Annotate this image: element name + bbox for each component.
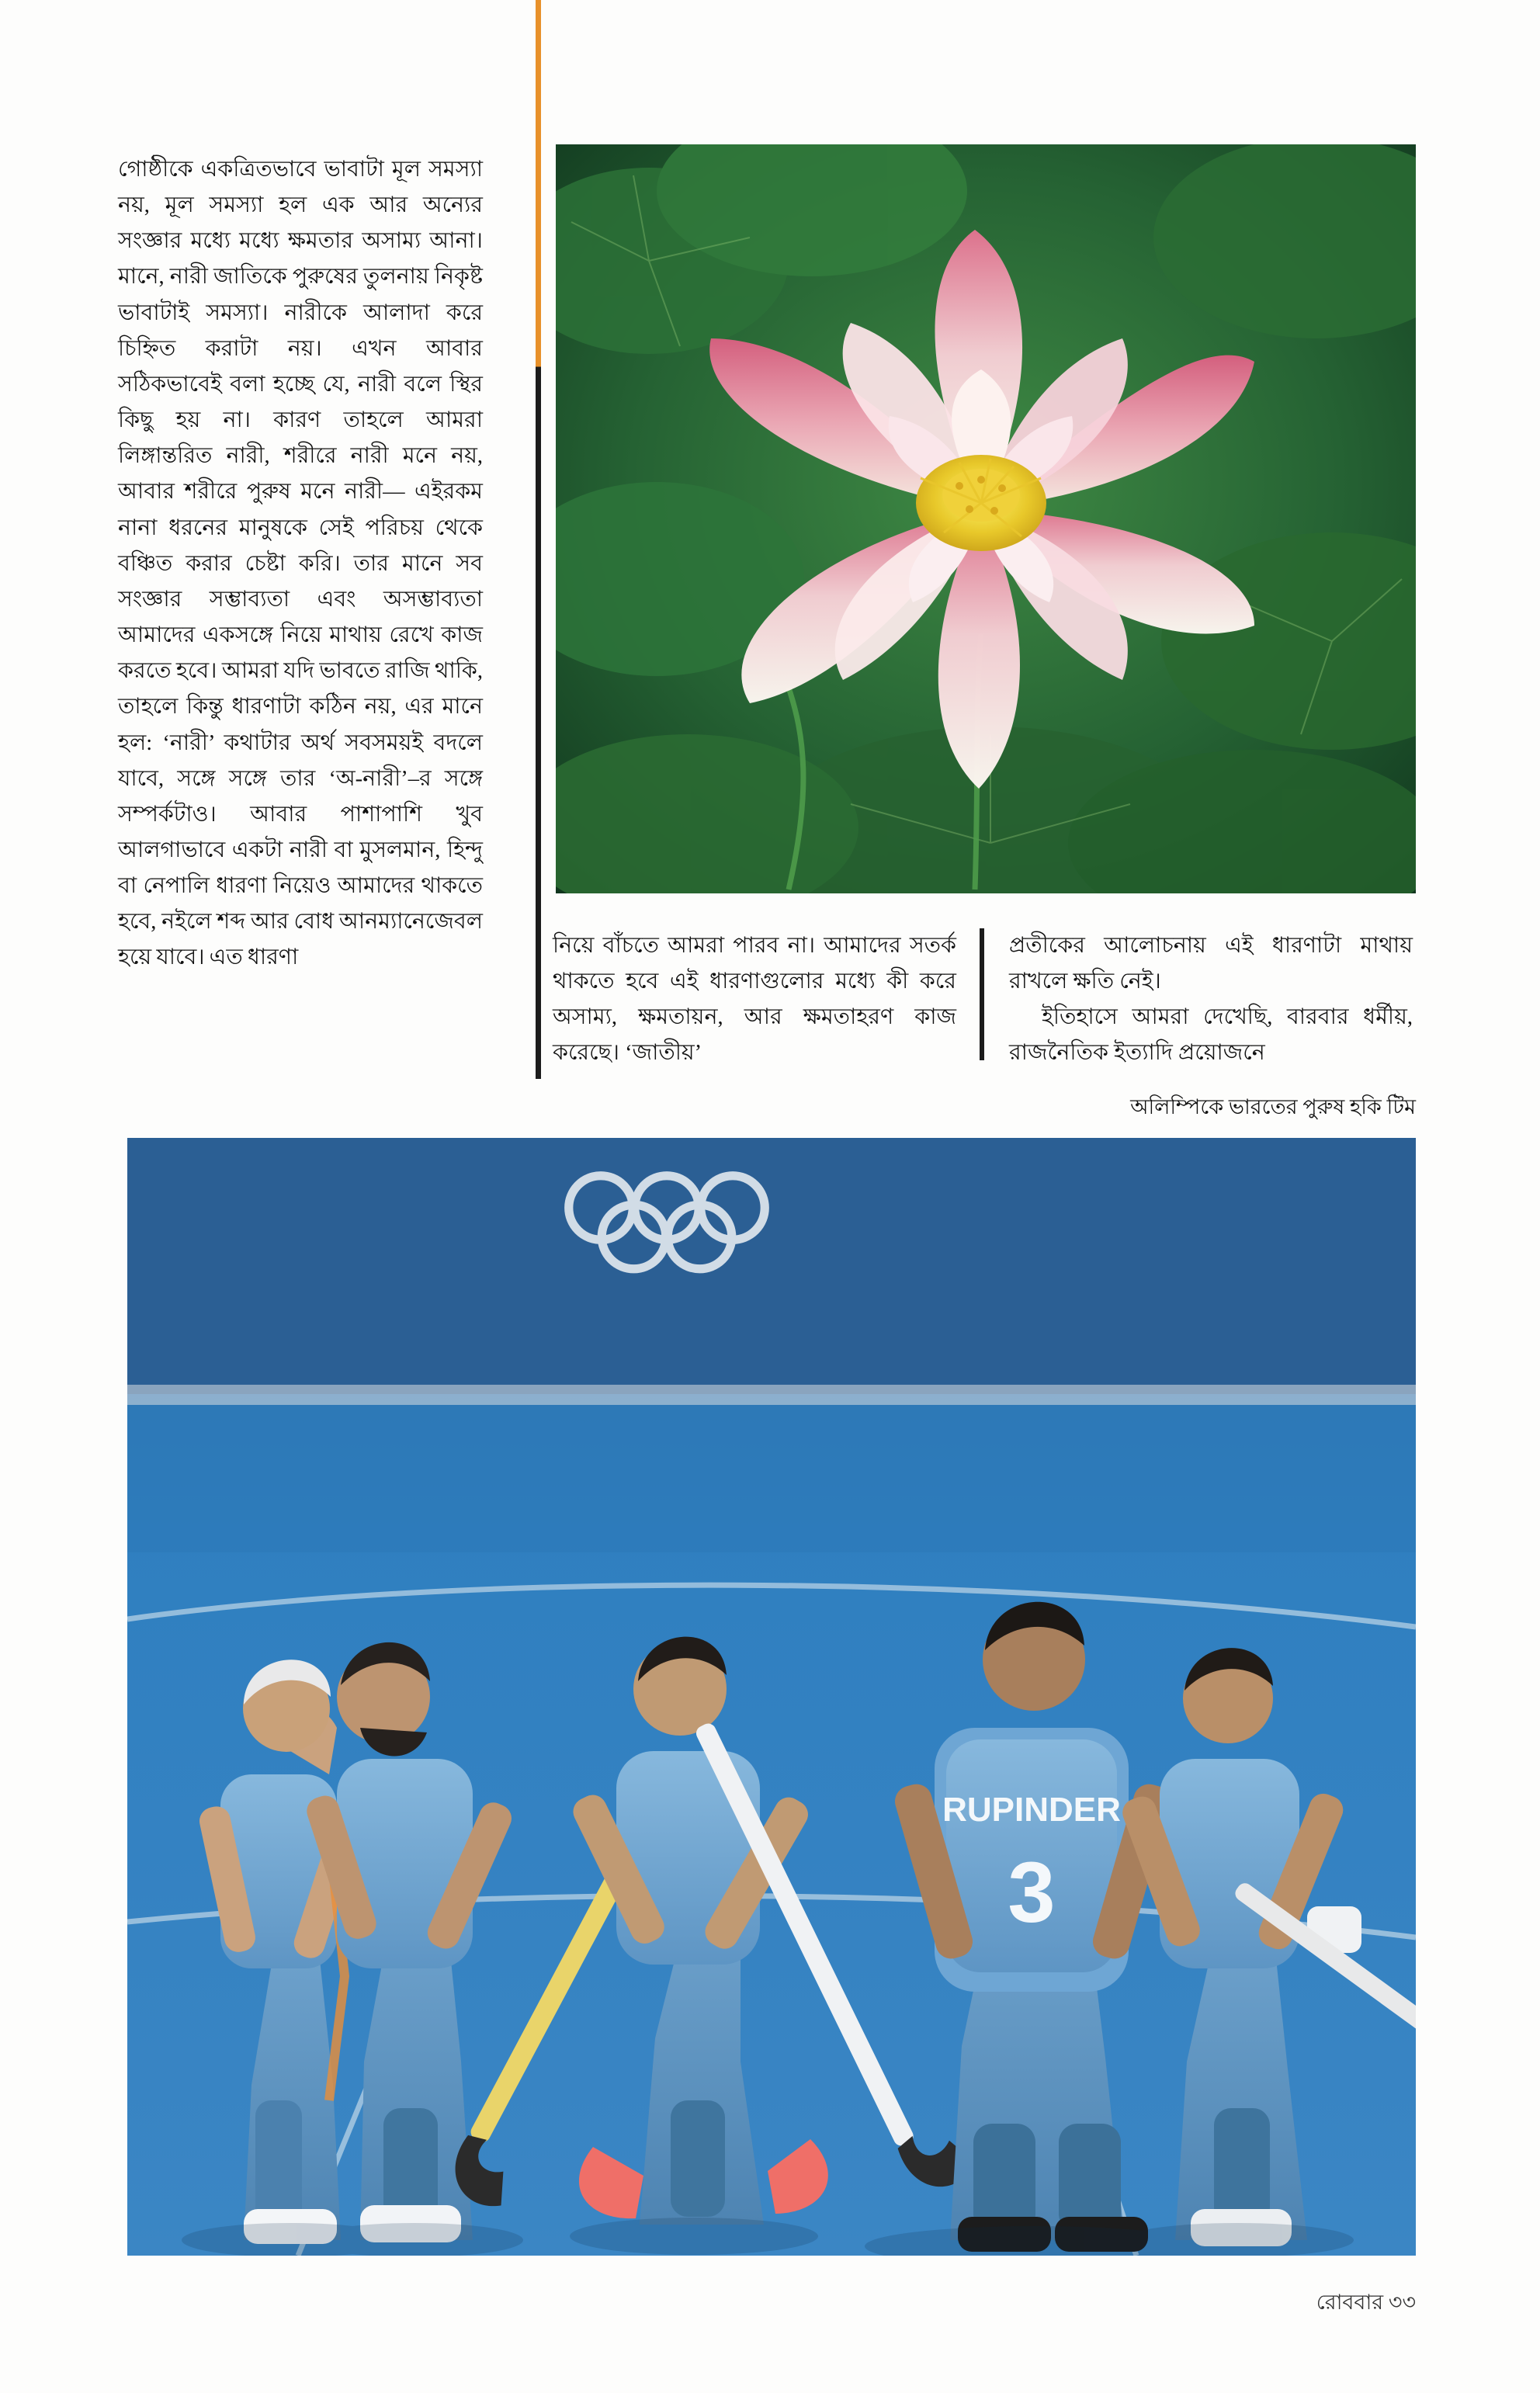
lotus-flower-photo: [556, 144, 1416, 893]
article-column-main: গোষ্ঠীকে একত্রিতভাবে ভাবাটা মূল সমস্যা নয়, মূল সমস্যা হল এক আর অন্যের সংজ্ঞার মধ্যে মধ্যে ক্ষমতার অসাম্য আনা। মানে, নারী জাতিকে পুরুষের তুলনায় নিকৃষ্ট ভাবাটাই সমস্যা। নারীকে আলাদা করে চিহ্নিত করাটা নয়। এখন আবার সঠিকভাবেই বলা হচ্ছে যে, নারী বলে স্থির কিছু হয় না। কারণ তাহলে আমরা লিঙ্গান্তরিত নারী, শরীরে নারী মনে নয়, আবার শরীরে পুরুষ মনে নারী— এইরকম নানা ধরনের মানুষকে সেই পরিচয় থেকে বঞ্চিত করার চেষ্টা করি। তার মানে সব সংজ্ঞার সম্ভাব্যতা এবং অসম্ভাব্যতা আমাদের একসঙ্গে নিয়ে মাথায় রেখে কাজ করতে হবে। আমরা যদি ভাবতে রাজি থাকি, তাহলে কিন্তু ধারণাটা কঠিন নয়, এর মানে হল: ‘নারী’ কথাটার অর্থ সবসময়ই বদলে যাবে, সঙ্গে সঙ্গে তার ‘অ-নারী’–র সঙ্গে সম্পর্কটাও। আবার পাশাপাশি খুব আলগাভাবে একটা নারী বা মুসলমান, হিন্দু বা নেপালি ধারণা নিয়েও আমাদের থাকতে হবে, নইলে শব্দ আর বোধ আনম্যানেজেবল হয়ে যাবে। এত ধারণা: [118, 158, 483, 970]
lotus-illustration: [556, 144, 1416, 893]
page-folio: রোববার ৩৩: [1316, 2291, 1416, 2314]
hockey-illustration: [127, 1138, 1416, 2256]
india-hockey-team-photo: [127, 1138, 1416, 2256]
hockey-photo-caption: অলিম্পিকে ভারতের পুরুষ হকি টিম: [1130, 1095, 1416, 1118]
article-column-c: [1009, 928, 1413, 1072]
jersey-number: 3: [1008, 1845, 1056, 1940]
article-column-c-paragraph-1: প্রতীকের আলোচনায় এই ধারণাটা মাথায় রাখলে ক্ষতি নেই।: [1009, 934, 1413, 994]
vertical-divider-rule: [536, 0, 541, 1079]
article-column-c-paragraph-2: ইতিহাসে আমরা দেখেছি, বারবার ধর্মীয়, রাজনৈতিক ইত্যাদি প্রয়োজনে: [1009, 1005, 1413, 1066]
jersey-name: RUPINDER: [942, 1791, 1121, 1829]
article-column-b: নিয়ে বাঁচতে আমরা পারব না। আমাদের সতর্ক থাকতে হবে এই ধারণাগুলোর মধ্যে কী করে অসাম্য, ক্ষমতায়ন, আর ক্ষমতাহরণ কাজ করেছে। ‘জাতীয়’: [553, 934, 956, 1066]
column-divider-rule: [980, 928, 984, 1060]
